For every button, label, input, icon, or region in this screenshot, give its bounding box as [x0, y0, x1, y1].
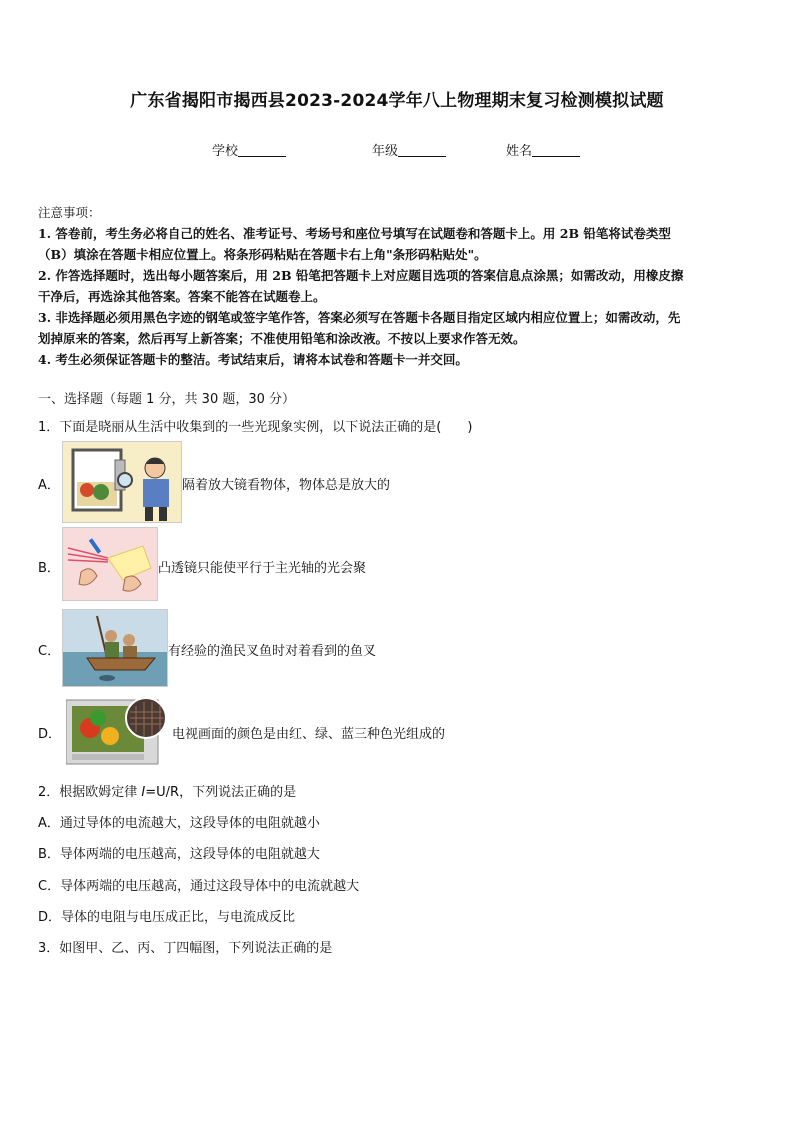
- q2-option-d: D．导体的电阻与电压成正比，与电流成反比: [38, 910, 296, 925]
- note-line: 4. 考生必须保证答题卡的整洁。考试结束后，请将本试卷和答题卡一并交回。: [38, 352, 468, 367]
- school-field: [212, 140, 286, 159]
- q1-option-c-letter: C．: [38, 644, 61, 659]
- notes-heading: 注意事项：: [38, 205, 101, 220]
- q1-option-d-text: 电视画面的颜色是由红、绿、蓝三种色光组成的: [172, 727, 446, 742]
- name-label: 姓名: [506, 144, 533, 159]
- q1-option-b-text: 凸透镜只能使平行于主光轴的光会聚: [158, 561, 367, 576]
- q1-option-c-text: 有经验的渔民叉鱼时对着看到的鱼叉: [168, 644, 377, 659]
- notes-block: [38, 202, 760, 370]
- section-heading: 一、选择题（每题 1 分，共 30 题，30 分）: [38, 392, 296, 407]
- convex-lens-image: [62, 527, 158, 601]
- question-3-stem: 3．如图甲、乙、丙、丁四幅图，下列说法正确的是: [38, 941, 333, 956]
- question-2-stem: [38, 781, 296, 800]
- note-line: 2. 作答选择题时，选出每小题答案后，用 2B 铅笔把答题卡上对应题目选项的答案信息点涂黑；如需改动，用橡皮擦: [38, 268, 684, 283]
- q1-option-b-letter: B．: [38, 561, 60, 576]
- grade-field: [372, 140, 446, 159]
- note-line: 干净后，再选涂其他答案。答案不能答在试题卷上。: [38, 289, 326, 304]
- q2-option-c: C．导体两端的电压越高，通过这段导体中的电流就越大: [38, 879, 360, 894]
- magnifier-image: [62, 441, 182, 523]
- q2-formula-i: I: [141, 785, 146, 800]
- note-line: 划掉原来的答案，然后再写上新答案；不准使用铅笔和涂改液。不按以上要求作答无效。: [38, 331, 526, 346]
- school-label: 学校: [212, 144, 239, 159]
- q2-stem-prefix: 2．根据欧姆定律: [38, 785, 142, 800]
- fisherman-image: [62, 609, 168, 687]
- note-line: 1. 答卷前，考生务必将自己的姓名、准考证号、考场号和座位号填写在试题卷和答题卡上。用 2B 铅笔将试卷类型: [38, 226, 671, 241]
- page-title: 广东省揭阳市揭西县2023-2024学年八上物理期末复习检测模拟试题: [130, 91, 664, 111]
- tv-screen-image: [66, 698, 168, 768]
- q2-stem-suffix: =U/R，下列说法正确的是: [145, 785, 297, 800]
- note-line: （B）填涂在答题卡相应位置上。将条形码粘贴在答题卡右上角"条形码粘贴处"。: [38, 247, 487, 262]
- name-field: [506, 140, 580, 159]
- q1-option-a-letter: A．: [38, 478, 60, 493]
- question-1-stem: 1．下面是晓丽从生活中收集到的一些光现象实例，以下说法正确的是( ): [38, 420, 473, 435]
- note-line: 3. 非选择题必须用黑色字迹的钢笔或签字笔作答，答案必须写在答题卡各题目指定区域内相应位置上；如需改动，先: [38, 310, 681, 325]
- grade-blank: [398, 144, 446, 157]
- q2-option-a: A．通过导体的电流越大，这段导体的电阻就越小: [38, 816, 320, 831]
- q1-option-a-text: 隔着放大镜看物体，物体总是放大的: [182, 478, 391, 493]
- q2-option-b: B．导体两端的电压越高，这段导体的电阻就越大: [38, 847, 320, 862]
- q1-option-d-letter: D．: [38, 727, 62, 742]
- grade-label: 年级: [372, 144, 399, 159]
- name-blank: [532, 144, 580, 157]
- school-blank: [238, 144, 286, 157]
